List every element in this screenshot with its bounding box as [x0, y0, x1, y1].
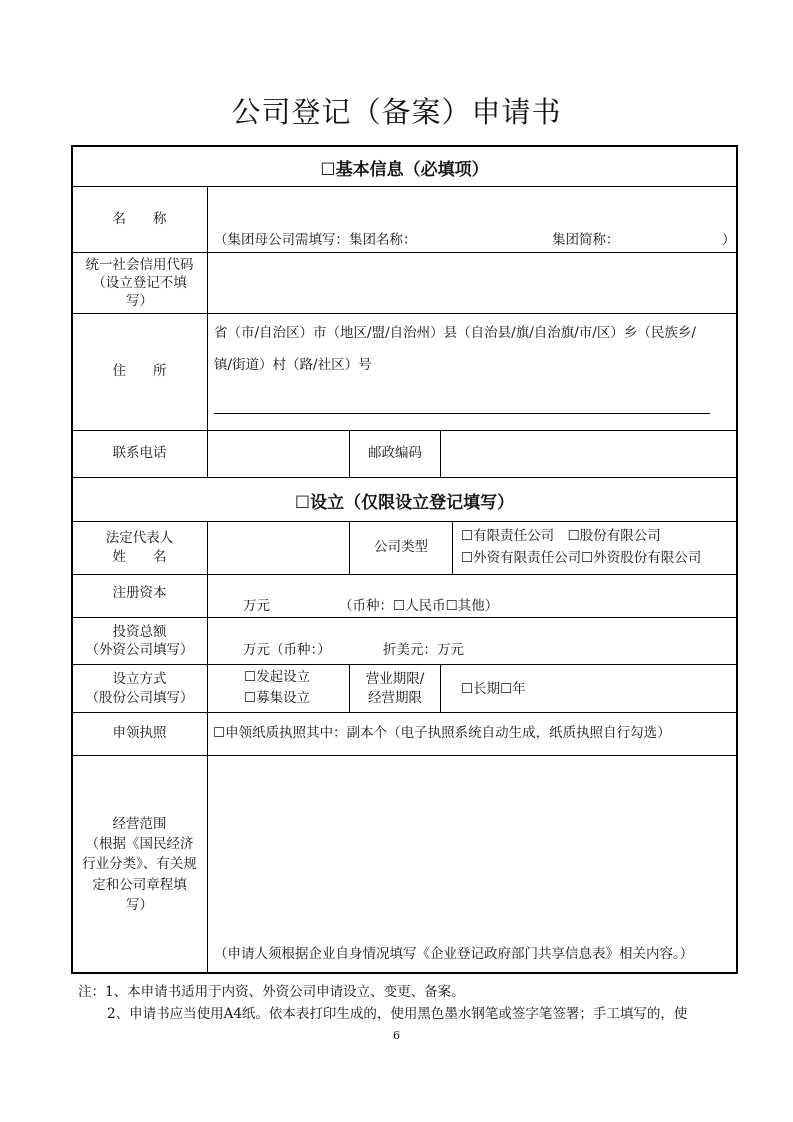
capital-unit: 万元	[243, 598, 270, 614]
column-divider	[452, 521, 453, 574]
establish-method-label-line2: （股份公司填写）	[85, 689, 194, 706]
page-number: 6	[393, 1029, 400, 1042]
business-term-label	[350, 665, 440, 712]
address-line1: 省（市/自治区）市（地区/盟/自治州）县（自治县/旗/自治旗/市/区）乡（民族乡/	[214, 325, 696, 341]
section-heading-basic-info: ☐基本信息（必填项）	[320, 160, 489, 180]
row-divider	[72, 574, 737, 575]
scope-label-line: 行业分类》、有关规	[82, 856, 197, 873]
business-scope-note: （申请人须根据企业自身情况填写《企业登记政府部门共享信息表》相关内容。）	[214, 946, 694, 962]
group-note-close: ）	[722, 232, 736, 248]
name-label: 名 称	[112, 210, 167, 227]
legal-rep-field[interactable]	[208, 522, 349, 574]
address-underline[interactable]	[214, 413, 710, 414]
row-divider	[72, 477, 737, 478]
legal-rep-label	[72, 522, 207, 574]
company-type-options-line2[interactable]: ☐外资有限责任公司☐外资股份有限公司	[461, 550, 702, 566]
postcode-label: 邮政编码	[368, 445, 422, 462]
group-abbr-note: 集团简称：	[552, 232, 620, 248]
column-divider	[440, 664, 441, 712]
establish-option-subscription[interactable]: ☐募集设立	[244, 690, 311, 706]
scope-label-line: 写）	[126, 896, 153, 913]
note-1: 注：1、本申请书适用于内资、外资公司申请设立、变更、备案。	[78, 984, 465, 1000]
investment-label-line1: 投资总额	[112, 623, 167, 640]
phone-field[interactable]	[208, 431, 349, 477]
address-label: 住 所	[112, 363, 167, 380]
section-heading-establishment: ☐设立（仅限设立登记填写）	[294, 493, 515, 513]
business-term-options[interactable]: ☐长期☐年	[461, 681, 526, 697]
registered-capital-label: 注册资本	[112, 585, 167, 601]
page-title: 公司登记（备案）申请书	[231, 95, 562, 129]
investment-label	[72, 618, 207, 664]
license-options[interactable]: ☐申领纸质执照其中：副本个（电子执照系统自动生成，纸质执照自行勾选）	[213, 725, 671, 741]
business-term-label-line2: 经营期限	[368, 689, 422, 706]
credit-code-field[interactable]	[208, 253, 736, 313]
establish-option-promotion[interactable]: ☐发起设立	[244, 669, 311, 685]
company-type-label: 公司类型	[374, 539, 428, 556]
credit-code-label-line3: 写）	[126, 293, 153, 310]
business-scope-label	[72, 756, 207, 973]
credit-code-label-line2: （设立登记不填	[92, 274, 187, 291]
legal-rep-label-line2: 姓 名	[112, 549, 167, 565]
address-line2: 镇/街道）村（路/社区）号	[214, 357, 372, 373]
note-2: 2、申请书应当使用A4纸。依本表打印生成的，使用黑色墨水钢笔或签字笔签署；手工填写的，使	[107, 1006, 688, 1022]
establish-method-label	[72, 665, 207, 712]
business-scope-field[interactable]	[208, 756, 736, 973]
postcode-field[interactable]	[441, 431, 736, 477]
company-type-options-line1[interactable]: ☐有限责任公司 ☐股份有限公司	[461, 528, 661, 544]
credit-code-label-line1: 统一社会信用代码	[85, 256, 194, 273]
license-label: 申领执照	[112, 725, 167, 742]
capital-currency-options[interactable]: （币种：☐人民币☐其他）	[339, 598, 499, 614]
scope-label-line: （根据《国民经济	[85, 836, 194, 853]
scope-label-line: 定和公司章程填	[92, 876, 187, 893]
investment-usd: 折美元：万元	[383, 642, 464, 658]
establish-method-label-line1: 设立方式	[112, 670, 167, 687]
credit-code-label	[72, 253, 207, 313]
group-name-note: （集团母公司需填写：集团名称：	[214, 232, 417, 248]
investment-label-line2: （外资公司填写）	[85, 642, 194, 658]
phone-label: 联系电话	[112, 445, 167, 462]
legal-rep-label-line1: 法定代表人	[105, 530, 174, 547]
investment-amount: 万元（币种：）	[243, 642, 331, 658]
business-term-label-line1: 营业期限/	[365, 670, 425, 687]
scope-label-line: 经营范围	[112, 815, 167, 832]
